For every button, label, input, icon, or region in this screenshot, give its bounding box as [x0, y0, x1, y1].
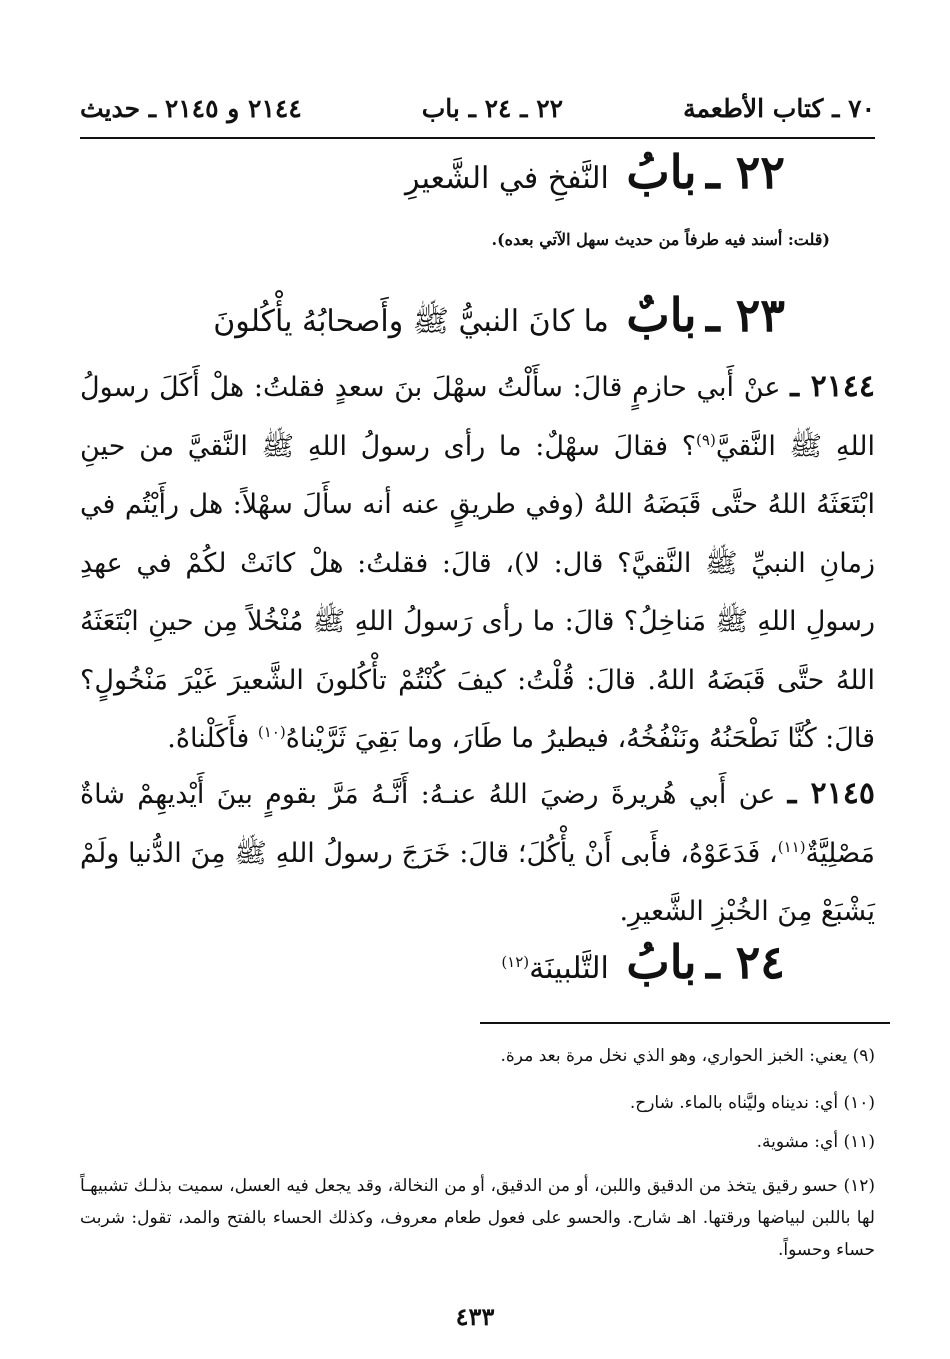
hadith-number: ٢١٤٤ ـ — [790, 369, 876, 404]
chapter-number: ٢٤ ـ — [706, 935, 785, 989]
chapter-title: التَّلبينَة — [529, 951, 609, 986]
chapter-heading-24 — [80, 935, 785, 989]
chapter-number: ٢٢ ـ — [706, 145, 785, 199]
hadith-2144 — [80, 358, 875, 769]
chapter-heading-23 — [80, 288, 785, 346]
footnote-ref: (١٢) — [501, 953, 530, 971]
header-chapter-range: ٢٢ ـ ٢٤ ـ باب — [421, 93, 564, 123]
editor-note: (قلت: أسند فيه طرفاً من حديث سهل الآتي بعده). — [491, 230, 830, 249]
header-divider — [80, 137, 875, 139]
running-header — [80, 88, 875, 128]
page-number: ٤٣٣ — [455, 1302, 495, 1331]
hadith-text: عنْ أَبي حازمٍ قالَ: سأَلْتُ سهْلَ بنَ سعدٍ فقلتُ: هلْ أَكَلَ رسولُ اللهِ ﷺ النَّقيَّ — [80, 372, 875, 462]
footnote-10: (١٠) أي: ندیناه ولیَّناه بالماء. شارح. — [629, 1093, 875, 1113]
chapter-number: ٢٣ ـ — [706, 288, 785, 342]
chapter-title: ما كانَ النبيُّ ﷺ وأَصحابُهُ يأْكُلونَ — [213, 304, 609, 339]
hadith-number: ٢١٤٥ ـ — [787, 776, 875, 811]
footnote-divider — [480, 1022, 890, 1024]
chapter-word: بابٌ — [626, 288, 697, 342]
header-book-title: ٧٠ ـ كتاب الأطعمة — [683, 93, 875, 123]
chapter-word: بابُ — [626, 935, 697, 989]
hadith-2145 — [80, 765, 875, 942]
footnote-11: (١١) أي: مشوية. — [756, 1132, 875, 1152]
footnote-9: (٩) يعني: الخبز الحواري، وهو الذي نخل مرة بعد مرة. — [500, 1046, 875, 1066]
hadith-text: ، فَدَعَوْهُ، فأَبى أَنْ يأْكُلَ؛ قالَ: خَرَجَ رسولُ اللهِ ﷺ مِنَ الدُّنيا ولَمْ يَشْبَعْ مِنَ الخُبْزِ الشَّعيرِ. — [80, 837, 875, 927]
footnote-ref: (٩) — [696, 430, 716, 449]
chapter-word: بابُ — [626, 145, 697, 199]
hadith-text: فأَكَلْناهُ. — [167, 723, 250, 754]
footnote-12: (١٢) حسو رقيق يتخذ من الدقيق واللبن، أو من الدقيق، أو من النخالة، وقد يجعل فيه العسل، سميت بذلـك تشبيهـاً لها باللبن لبياضها ورقتها. اهـ شارح. والحسو على فعول طعام معروف، وكذلك الحساء بالفتح والمد، تقول: شربت حساء وحسواً. — [80, 1176, 875, 1260]
hadith-text: عن أَبي هُريرةَ رضيَ اللهُ عنـهُ: أَنَّـهُ مَرَّ بقومٍ بينَ أَيْديهِمْ شاةٌ مَصْلِيَّةٌ — [80, 779, 875, 869]
chapter-title: النَّفخِ في الشَّعيرِ — [405, 161, 609, 196]
hadith-text: ؟ فقالَ سهْلٌ: ما رأى رسولُ اللهِ ﷺ النَّقيَّ من حينِ ابْتَعَثَهُ اللهُ حتَّى قَبَضَهُ اللهُ (وفي طريقٍ عنه أنه سأَلَ سهْلاً: هل رأَيْتُم في زمانِ النبيِّ ﷺ النَّقيَّ؟ قال: لا)، قالَ: فقلتُ: هلْ كانَتْ لكُمْ في عهدِ رسولِ اللهِ ﷺ مَناخِلُ؟ قالَ: ما رأى رَسولُ اللهِ ﷺ مُنْخُلاً مِن حينِ ابْتَعَثَهُ اللهُ حتَّى قَبَضَهُ اللهُ. قالَ: قُلْتُ: كيفَ كُنْتُمْ تأْكُلونَ الشَّعيرَ غَيْرَ مَنْخُولٍ؟ قالَ: كُنَّا نَطْحَنُهُ ونَنْفُخُهُ، فيطيرُ ما طَارَ، وما بَقِيَ ثَرَّيْناهُ — [80, 430, 875, 754]
footnote-ref: (١٠) — [257, 723, 286, 741]
chapter-heading-22 — [80, 145, 785, 199]
header-hadith-range: ٢١٤٤ و ٢١٤٥ ـ حديث — [80, 93, 302, 123]
footnote-ref: (١١) — [777, 837, 806, 856]
